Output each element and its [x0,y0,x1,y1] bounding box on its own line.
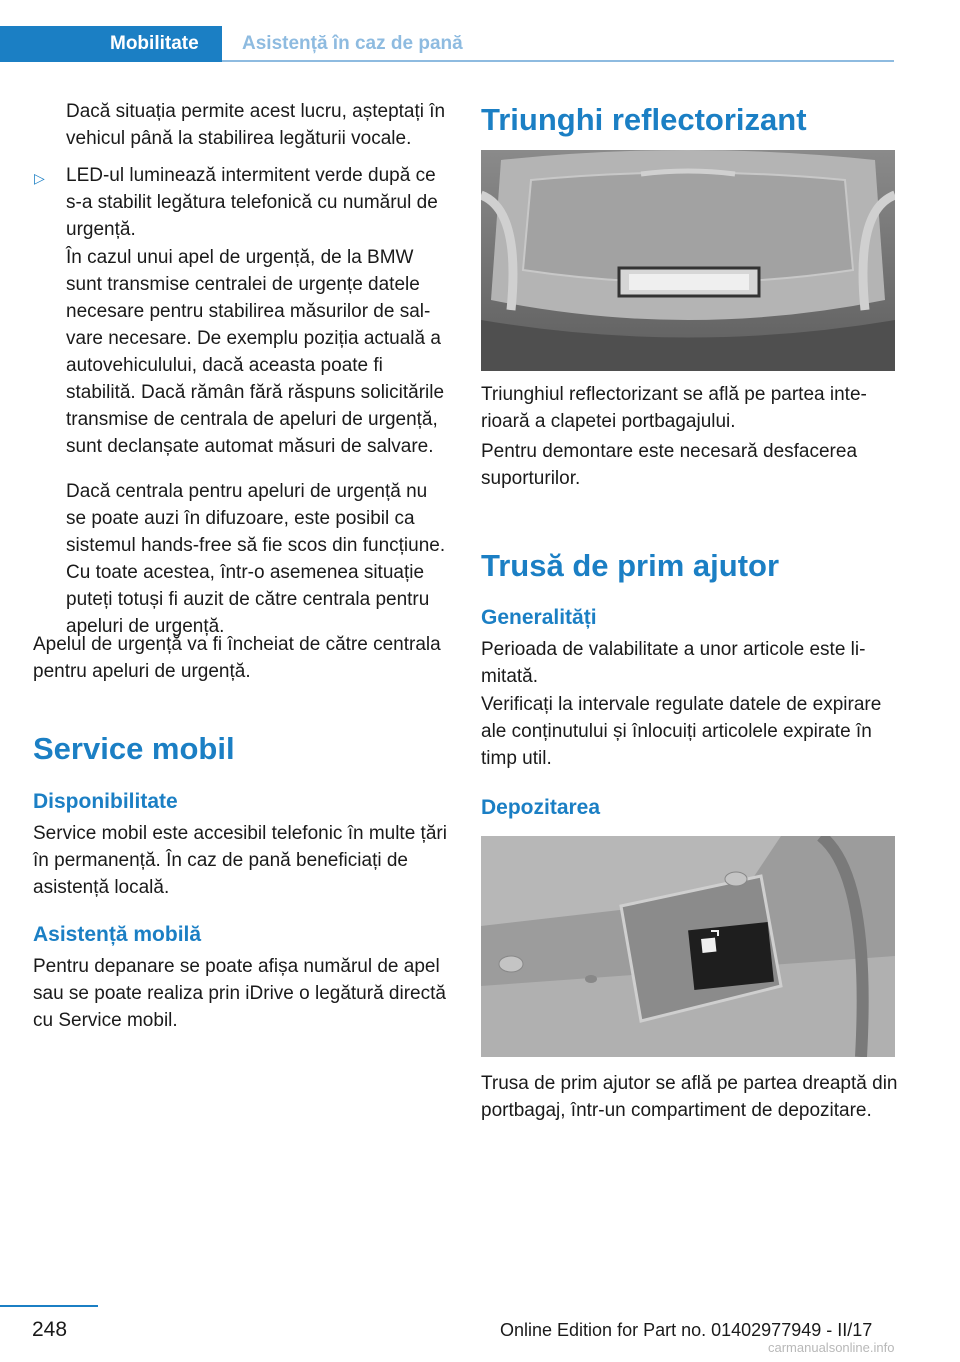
paragraph-end-call: Apelul de urgență va fi încheiat de către centrala pentru apeluri de urgență. [33,634,441,682]
heading-storage: Depozitarea [481,796,601,819]
page-number-rule [0,1305,98,1307]
warning-triangle-photo [481,150,895,371]
heading-warning-triangle: Triunghi reflectorizant [481,102,807,137]
paragraph-availability: Service mobil este accesibil telefonic în multe țări în permanență. În caz de pană beneficiați de asistență locală. [33,823,447,898]
watermark: carmanualsonline.info [768,1340,895,1355]
heading-mobile-assistance: Asistență mobilă [33,923,202,946]
paragraph-emergency-data: În cazul unui apel de urgență, de la BMW sunt transmise centralei de urgențe datele necesare pentru stabilirea măsurilor de salvare necesare. De exemplu poziția actuală a autovehiculului, dacă aceasta poate fi stabilită. Dacă rămân fără răspuns solicitările transmise de centrala de apeluri de urgență, sunt declanșate automat măsuri de salvare. [66,247,445,457]
tab-section-breakdown-assistance[interactable]: Asistență în caz de pană [242,33,463,54]
paragraph-speakers: Dacă centrala pentru apeluri de urgență nu se poate auzi în difuzoare, este posibil ca sistemul hands-free să fie scos din funcțiune. Cu toate acestea, într-o asemenea situație puteți totuși fi auzit de către centrala pentru apeluri de urgență. [66,481,446,637]
paragraph-validity: Perioada de valabilitate a unor articole este limitată. [481,639,866,687]
paragraph-triangle-location: Triunghiul reflectorizant se află pe partea interioară a clapetei portbagajului. [481,384,867,432]
heading-service-mobil: Service mobil [33,731,235,766]
paragraph-triangle-removal: Pentru demontare este necesară desfacerea suporturilor. [481,441,858,489]
first-aid-kit-photo [481,836,895,1057]
paragraph-led-green: LED-ul luminează intermitent verde după ce s-a stabilit legătura telefonică cu numărul de urgență. [66,165,438,240]
edition-info: Online Edition for Part no. 01402977949 - II/17 [500,1320,873,1340]
paragraph-check-expiry: Verificați la intervale regulate datele de expirare ale conținutului și înlocuiți articolele expirate în timp util. [481,694,882,769]
heading-general: Generalități [481,606,597,629]
heading-availability: Disponibilitate [33,790,178,813]
tab-mobilitate[interactable]: Mobilitate [0,26,222,62]
header-divider [222,60,894,62]
paragraph-mobile-assistance: Pentru depanare se poate afișa numărul de apel sau se poate realiza prin iDrive o legătură directă cu Service mobil. [33,956,446,1031]
paragraph-kit-location: Trusa de prim ajutor se află pe partea dreaptă din portbagaj, într-un compartiment de depozitare. [481,1073,898,1121]
paragraph-wait-in-vehicle: Dacă situația permite acest lucru, așteptați în vehicul până la stabilirea legăturii vocale. [66,101,446,149]
page-header [0,0,960,62]
heading-first-aid-kit: Trusă de prim ajutor [481,548,780,583]
page-number: 248 [32,1318,68,1341]
bullet-triangle-icon: ▷ [34,170,45,186]
